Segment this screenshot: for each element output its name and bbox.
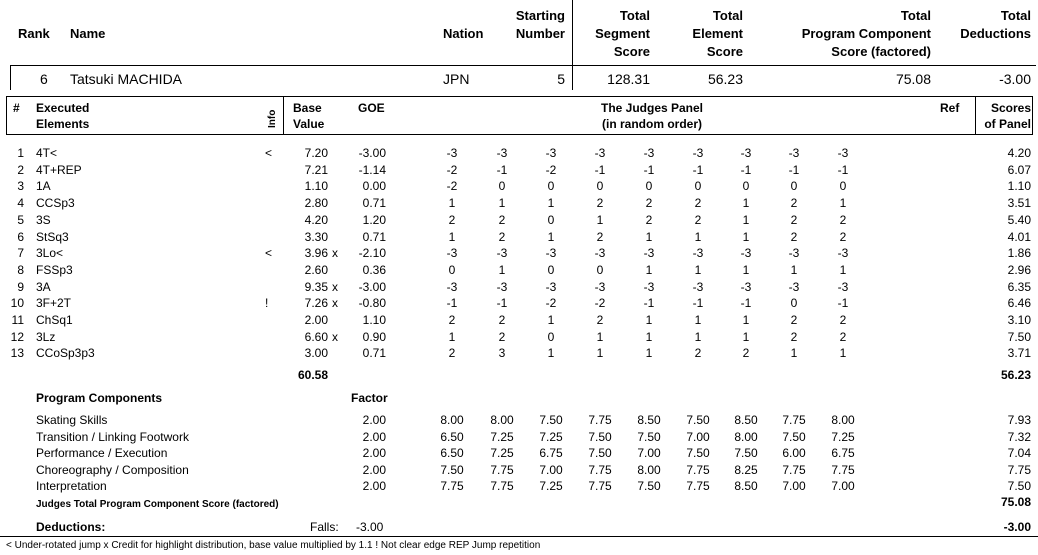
judge-4-score: 1 [596, 346, 604, 360]
element-number: 8 [17, 263, 24, 277]
judge-5-mark: 8.50 [637, 413, 661, 427]
element-base-value: 3.30 [304, 230, 328, 244]
legend: < Under-rotated jump x Credit for highlight distribution, base value multiplied by 1.1 ! Not clear edge REP Jump repetition [6, 540, 541, 551]
judge-7-score: 1 [742, 196, 750, 210]
element-code: CCoSp3p3 [36, 346, 95, 360]
judge-4-score: 0 [596, 263, 604, 277]
element-base-value: 1.10 [304, 179, 328, 193]
element-base-value: 2.60 [304, 263, 328, 277]
elements-header-sep-2 [975, 96, 976, 135]
element-base-value: 7.20 [304, 146, 328, 160]
judge-8-score: 0 [790, 296, 798, 310]
judge-7-score: -3 [740, 246, 752, 260]
judge-7-score: 1 [742, 230, 750, 244]
element-goe: -0.80 [358, 296, 386, 310]
program-components-label: Program Components [36, 391, 163, 405]
judge-8-mark: 7.00 [782, 479, 806, 493]
component-score: 7.93 [1007, 413, 1031, 427]
judge-1-score: 2 [448, 313, 456, 327]
judge-9-mark: 7.25 [831, 430, 855, 444]
judge-9-score: 1 [839, 196, 847, 210]
judge-1-mark: 7.75 [440, 479, 464, 493]
element-bonus-flag: x [332, 296, 338, 310]
judge-5-mark: 8.00 [637, 463, 661, 477]
judge-3-score: 0 [547, 179, 555, 193]
judge-4-mark: 7.50 [588, 446, 612, 460]
component-name: Performance / Execution [36, 446, 168, 460]
judge-6-score: 2 [694, 196, 702, 210]
judge-2-score: 3 [498, 346, 506, 360]
element-panel-score: 5.40 [1007, 213, 1031, 227]
judge-8-mark: 7.50 [782, 430, 806, 444]
judge-3-score: -3 [545, 146, 557, 160]
judge-7-score: 1 [742, 330, 750, 344]
judge-1-score: -2 [446, 163, 458, 177]
element-base-value: 6.60 [304, 330, 328, 344]
judge-5-score: -1 [643, 163, 655, 177]
element-code: 4T< [36, 146, 58, 160]
component-factor: 2.00 [362, 446, 386, 460]
judge-9-score: -3 [837, 280, 849, 294]
element-base-value: 7.26 [304, 296, 328, 310]
element-goe: 0.36 [362, 263, 386, 277]
judge-7-score: 1 [742, 213, 750, 227]
element-panel-score: 6.35 [1007, 280, 1031, 294]
judge-6-mark: 7.75 [686, 479, 710, 493]
judge-3-score: 1 [547, 230, 555, 244]
judge-6-mark: 7.50 [686, 446, 710, 460]
element-code: FSSp3 [36, 263, 73, 277]
judge-5-score: -1 [643, 296, 655, 310]
judge-2-mark: 7.75 [490, 479, 514, 493]
element-panel-score: 6.07 [1007, 163, 1031, 177]
judge-9-score: -3 [837, 146, 849, 160]
element-info: < [265, 246, 273, 260]
num-header: # [13, 101, 20, 115]
element-code: 3F+2T [36, 296, 72, 310]
starting-number-header: Starting Number [515, 8, 565, 41]
judge-6-score: 0 [694, 179, 702, 193]
tss-header: Total Segment Score [595, 8, 650, 59]
judge-2-score: -3 [496, 280, 508, 294]
judge-4-score: -3 [594, 146, 606, 160]
rank-header: Rank [18, 26, 50, 41]
judge-8-mark: 7.75 [782, 413, 806, 427]
element-bonus-flag: x [332, 330, 338, 344]
element-code: 1A [36, 179, 51, 193]
judge-6-score: -1 [692, 296, 704, 310]
judge-5-score: -3 [643, 280, 655, 294]
judge-2-mark: 7.25 [490, 446, 514, 460]
judge-9-score: 2 [839, 330, 847, 344]
judge-5-score: -3 [643, 246, 655, 260]
scores-of-panel-header: Scores of Panel [984, 101, 1031, 131]
element-base-value: 9.35 [304, 280, 328, 294]
judge-8-score: 1 [790, 263, 798, 277]
judge-5-score: 2 [645, 196, 653, 210]
judge-7-score: 0 [742, 179, 750, 193]
judge-4-score: 2 [596, 313, 604, 327]
judge-7-score: -1 [740, 163, 752, 177]
element-number: 3 [17, 179, 24, 193]
component-name: Choreography / Composition [36, 463, 189, 477]
judge-1-score: 2 [448, 213, 456, 227]
elements-total-base-value: 60.58 [297, 368, 328, 382]
element-panel-score: 1.10 [1007, 179, 1031, 193]
element-number: 6 [17, 230, 24, 244]
header-separator [572, 0, 573, 90]
element-panel-score: 4.01 [1007, 230, 1031, 244]
judge-3-mark: 7.25 [539, 479, 563, 493]
judge-7-mark: 8.00 [734, 430, 758, 444]
judge-3-score: 0 [547, 263, 555, 277]
element-base-value: 2.00 [304, 313, 328, 327]
skater-tss: 128.31 [607, 71, 650, 87]
judge-6-score: -3 [692, 280, 704, 294]
element-code: StSq3 [36, 230, 69, 244]
element-bonus-flag: x [332, 280, 338, 294]
element-code: CCSp3 [36, 196, 75, 210]
judge-5-mark: 7.00 [637, 446, 661, 460]
elements-header-box [6, 96, 1033, 135]
falls-value: -3.00 [356, 520, 384, 534]
judge-8-mark: 6.00 [782, 446, 806, 460]
falls-label: Falls: [310, 520, 339, 534]
element-number: 9 [17, 280, 24, 294]
judge-5-score: 1 [645, 346, 653, 360]
judge-2-mark: 8.00 [490, 413, 514, 427]
element-goe: -1.14 [358, 163, 386, 177]
pcs-total-label: Judges Total Program Component Score (factored) [36, 499, 279, 510]
element-base-value: 4.20 [304, 213, 328, 227]
judge-2-score: 1 [498, 263, 506, 277]
element-number: 7 [17, 246, 24, 260]
judge-2-score: 1 [498, 196, 506, 210]
judge-3-score: 1 [547, 346, 555, 360]
component-name: Interpretation [36, 479, 107, 493]
deductions-label: Deductions: [36, 520, 106, 534]
judge-9-mark: 7.75 [831, 463, 855, 477]
judge-9-mark: 6.75 [831, 446, 855, 460]
judge-4-score: 2 [596, 230, 604, 244]
element-number: 11 [11, 313, 24, 327]
judge-7-mark: 8.50 [734, 479, 758, 493]
judge-5-mark: 7.50 [637, 430, 661, 444]
judge-4-score: -1 [594, 163, 606, 177]
judge-2-score: 2 [498, 230, 506, 244]
judge-1-mark: 6.50 [440, 430, 464, 444]
judge-8-score: 2 [790, 213, 798, 227]
judge-8-score: -1 [788, 163, 800, 177]
element-panel-score: 3.51 [1007, 196, 1031, 210]
judge-5-score: 1 [645, 230, 653, 244]
judge-3-score: -2 [545, 163, 557, 177]
judge-2-score: -3 [496, 246, 508, 260]
judge-2-mark: 7.75 [490, 463, 514, 477]
element-panel-score: 1.86 [1007, 246, 1031, 260]
element-goe: 0.71 [362, 230, 386, 244]
judge-3-score: 0 [547, 213, 555, 227]
element-panel-score: 6.46 [1007, 296, 1031, 310]
element-panel-score: 3.71 [1007, 346, 1031, 360]
judge-4-score: 1 [596, 213, 604, 227]
judge-1-score: -3 [446, 280, 458, 294]
judge-3-mark: 7.25 [539, 430, 563, 444]
element-code: ChSq1 [36, 313, 73, 327]
element-panel-score: 4.20 [1007, 146, 1031, 160]
nation-header: Nation [443, 26, 484, 41]
judge-8-score: 0 [790, 179, 798, 193]
element-number: 10 [10, 296, 24, 310]
judge-1-score: -3 [446, 146, 458, 160]
component-factor: 2.00 [362, 430, 386, 444]
element-goe: -2.10 [358, 246, 386, 260]
judges-panel-header: The Judges Panel (in random order) [600, 101, 704, 131]
judge-7-mark: 7.50 [734, 446, 758, 460]
judge-1-mark: 7.50 [440, 463, 464, 477]
component-score: 7.50 [1007, 479, 1031, 493]
skater-rank: 6 [40, 71, 48, 87]
judge-5-score: 2 [645, 213, 653, 227]
component-factor: 2.00 [362, 413, 386, 427]
judge-5-score: 0 [645, 179, 653, 193]
element-goe: -3.00 [358, 280, 386, 294]
judge-7-score: 1 [742, 263, 750, 277]
judge-8-score: -3 [788, 280, 800, 294]
judge-1-score: 1 [448, 330, 456, 344]
element-goe: 0.71 [362, 196, 386, 210]
judge-9-score: -3 [837, 246, 849, 260]
component-factor: 2.00 [362, 463, 386, 477]
skater-starting-number: 5 [557, 71, 565, 87]
component-name: Skating Skills [36, 413, 108, 427]
judge-9-mark: 7.00 [831, 479, 855, 493]
judge-4-score: -3 [594, 246, 606, 260]
element-info: ! [265, 296, 269, 310]
skater-name: Tatsuki MACHIDA [70, 71, 183, 87]
judge-2-score: 2 [498, 313, 506, 327]
elements-header-sep-1 [283, 96, 284, 135]
judge-6-score: 1 [694, 263, 702, 277]
judge-4-score: 1 [596, 330, 604, 344]
judge-7-score: 1 [742, 313, 750, 327]
element-code: 3S [36, 213, 51, 227]
judge-2-score: 2 [498, 213, 506, 227]
executed-elements-header: Executed Elements [36, 101, 90, 131]
judge-4-score: -3 [594, 280, 606, 294]
component-score: 7.75 [1007, 463, 1031, 477]
judge-3-score: 1 [547, 313, 555, 327]
judge-5-score: 1 [645, 263, 653, 277]
judge-7-score: -3 [740, 146, 752, 160]
judge-9-score: -1 [837, 163, 849, 177]
element-number: 5 [17, 213, 24, 227]
judge-6-score: -3 [692, 246, 704, 260]
judge-4-mark: 7.50 [588, 430, 612, 444]
deductions-total: -3.00 [1003, 520, 1031, 534]
element-goe: 0.00 [362, 179, 386, 193]
judge-8-score: 2 [790, 313, 798, 327]
element-code: 3Lz [36, 330, 56, 344]
judge-8-score: 1 [790, 346, 798, 360]
judge-8-score: 2 [790, 230, 798, 244]
judge-3-mark: 7.50 [539, 413, 563, 427]
judge-1-mark: 6.50 [440, 446, 464, 460]
judge-6-score: -3 [692, 146, 704, 160]
judge-5-score: 1 [645, 330, 653, 344]
element-info: < [265, 146, 273, 160]
element-number: 1 [17, 146, 24, 160]
element-number: 4 [17, 196, 24, 210]
name-header: Name [70, 26, 106, 41]
judge-8-score: -3 [788, 146, 800, 160]
judge-9-score: 1 [839, 263, 847, 277]
skater-tes: 56.23 [707, 71, 743, 87]
judge-1-score: 0 [448, 263, 456, 277]
judge-6-score: 2 [694, 346, 702, 360]
skater-nation: JPN [443, 71, 470, 87]
footer-divider [0, 536, 1038, 537]
judge-3-score: -2 [545, 296, 557, 310]
judge-7-score: -1 [740, 296, 752, 310]
pcs-total-value: 75.08 [1000, 495, 1031, 509]
judge-1-score: -1 [446, 296, 458, 310]
component-score: 7.32 [1007, 430, 1031, 444]
elements-total-score: 56.23 [1000, 368, 1031, 382]
judge-4-score: 2 [596, 196, 604, 210]
element-base-value: 7.21 [304, 163, 328, 177]
judge-4-mark: 7.75 [588, 463, 612, 477]
judge-3-score: 0 [547, 330, 555, 344]
judge-6-score: 1 [694, 313, 702, 327]
element-number: 2 [17, 163, 24, 177]
element-panel-score: 7.50 [1007, 330, 1031, 344]
judge-4-score: -2 [594, 296, 606, 310]
element-goe: 0.90 [362, 330, 386, 344]
judge-6-score: 1 [694, 230, 702, 244]
judge-5-score: 1 [645, 313, 653, 327]
judge-1-score: 2 [448, 346, 456, 360]
judge-2-score: -3 [496, 146, 508, 160]
pcs-header: Total Program Component Score (factored) [801, 8, 931, 59]
judge-4-mark: 7.75 [588, 413, 612, 427]
judge-1-score: 1 [448, 230, 456, 244]
judge-1-mark: 8.00 [440, 413, 464, 427]
judge-9-score: 2 [839, 313, 847, 327]
judge-6-mark: 7.50 [686, 413, 710, 427]
judge-9-score: -1 [837, 296, 849, 310]
element-bonus-flag: x [332, 246, 338, 260]
judge-6-score: 1 [694, 330, 702, 344]
judge-7-mark: 8.50 [734, 413, 758, 427]
header-divider [10, 65, 1036, 66]
deductions-header: Total Deductions [960, 8, 1031, 41]
judge-4-score: 0 [596, 179, 604, 193]
component-factor: 2.00 [362, 479, 386, 493]
judge-9-score: 0 [839, 179, 847, 193]
judge-8-score: -3 [788, 246, 800, 260]
judge-1-score: 1 [448, 196, 456, 210]
judge-2-score: 0 [498, 179, 506, 193]
element-base-value: 3.96 [304, 246, 328, 260]
judge-8-score: 2 [790, 330, 798, 344]
judge-4-mark: 7.75 [588, 479, 612, 493]
judge-7-score: -3 [740, 280, 752, 294]
judge-6-mark: 7.00 [686, 430, 710, 444]
judge-2-score: 2 [498, 330, 506, 344]
base-value-header: Base Value [293, 101, 325, 131]
element-goe: 1.20 [362, 213, 386, 227]
element-code: 3Lo< [36, 246, 64, 260]
judge-9-score: 1 [839, 346, 847, 360]
component-name: Transition / Linking Footwork [36, 430, 189, 444]
element-goe: -3.00 [358, 146, 386, 160]
judge-5-score: -3 [643, 146, 655, 160]
judge-3-score: -3 [545, 280, 557, 294]
element-base-value: 2.80 [304, 196, 328, 210]
skater-pcs: 75.08 [895, 71, 931, 87]
element-number: 13 [10, 346, 24, 360]
judge-1-score: -3 [446, 246, 458, 260]
element-panel-score: 3.10 [1007, 313, 1031, 327]
judge-6-mark: 7.75 [686, 463, 710, 477]
ref-header: Ref [940, 101, 960, 115]
skater-row-left-border [10, 65, 11, 90]
element-panel-score: 2.96 [1007, 263, 1031, 277]
component-score: 7.04 [1007, 446, 1031, 460]
tes-header: Total Element Score [692, 8, 743, 59]
judge-6-score: 2 [694, 213, 702, 227]
element-code: 3A [36, 280, 51, 294]
judge-5-mark: 7.50 [637, 479, 661, 493]
judge-3-score: -3 [545, 246, 557, 260]
judge-6-score: -1 [692, 163, 704, 177]
judge-7-mark: 8.25 [734, 463, 758, 477]
judge-3-mark: 6.75 [539, 446, 563, 460]
element-number: 12 [10, 330, 24, 344]
judge-2-mark: 7.25 [490, 430, 514, 444]
element-base-value: 3.00 [304, 346, 328, 360]
judge-1-score: -2 [446, 179, 458, 193]
judge-9-score: 2 [839, 230, 847, 244]
judge-8-mark: 7.75 [782, 463, 806, 477]
info-header: Info [267, 109, 278, 128]
judge-3-score: 1 [547, 196, 555, 210]
judge-3-mark: 7.00 [539, 463, 563, 477]
factor-header: Factor [351, 391, 388, 405]
judge-7-score: 2 [742, 346, 750, 360]
judge-2-score: -1 [496, 163, 508, 177]
judge-9-mark: 8.00 [831, 413, 855, 427]
element-goe: 1.10 [362, 313, 386, 327]
element-goe: 0.71 [362, 346, 386, 360]
judge-9-score: 2 [839, 213, 847, 227]
skater-deductions: -3.00 [999, 71, 1031, 87]
judge-8-score: 2 [790, 196, 798, 210]
goe-header: GOE [358, 101, 385, 115]
judge-2-score: -1 [496, 296, 508, 310]
element-code: 4T+REP [36, 163, 82, 177]
